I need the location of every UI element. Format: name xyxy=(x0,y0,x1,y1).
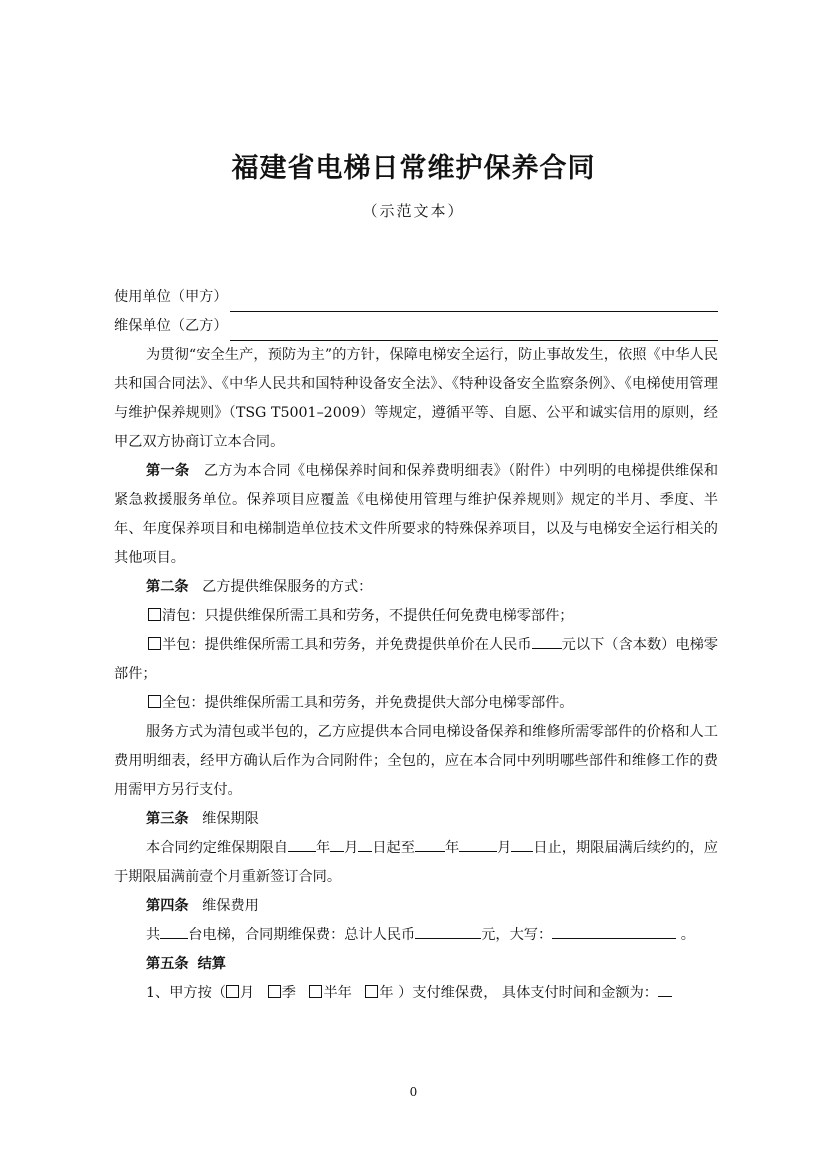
payment-month-label: 月 xyxy=(239,985,255,1001)
article-2-heading: 第二条 xyxy=(146,579,189,595)
article-4-heading: 第四条 xyxy=(146,898,189,914)
party-a-row xyxy=(114,283,718,312)
end-month-blank[interactable] xyxy=(459,837,497,852)
term-month-label: 月 xyxy=(344,840,359,856)
term-day-label: 日起至 xyxy=(372,840,415,856)
option-half xyxy=(114,631,718,689)
article-2-text: 乙方提供维保服务的方式： xyxy=(202,579,373,595)
party-b-row xyxy=(114,312,718,341)
article-4-text xyxy=(114,921,718,950)
payment-text-1: 1、甲方按（ xyxy=(146,985,226,1001)
checkbox-banbao[interactable] xyxy=(148,637,161,650)
term-month2-label: 月 xyxy=(497,840,512,856)
checkbox-quanbao[interactable] xyxy=(148,695,161,708)
start-day-blank[interactable] xyxy=(358,837,372,852)
term-year-label: 年 xyxy=(315,840,331,856)
checkbox-monthly[interactable] xyxy=(226,985,239,998)
article-1-text: 乙方为本合同《电梯保养时间和保养费明细表》（附件）中列明的电梯提供维保和紧急救援服务单位。保养项目应覆盖《电梯使用管理与维护保养规则》规定的半月、季度、半年、年度保养项目和电梯制造单位技术文件所要求的特殊保养项目，以及与电梯安全运行相关的其他项目。 xyxy=(114,463,719,566)
article-4-heading-row xyxy=(114,892,718,921)
checkbox-yearly[interactable] xyxy=(365,985,378,998)
unit-price-blank[interactable] xyxy=(532,634,562,649)
article-1-heading: 第一条 xyxy=(146,463,190,479)
contract-body xyxy=(114,283,718,1008)
fee-text-2: 台电梯，合同期维保费：总计人民币 xyxy=(188,927,416,943)
option-1-text: 清包：只提供维保所需工具和劳务，不提供任何免费电梯零部件； xyxy=(162,608,574,624)
term-text-end: 日止，期限届满后续约的，应于期限届满前壹个月重新签订合同。 xyxy=(114,840,718,885)
fee-uppercase-blank[interactable] xyxy=(552,924,676,939)
article-3-heading: 第三条 xyxy=(146,811,189,827)
article-2-note: 服务方式为清包或半包的，乙方应提供本合同电梯设备保养和维修所需零部件的价格和人工费用明细表，经甲方确认后作为合同附件；全包的，应在本合同中列明哪些部件和维修工作的费用需甲方另行支付。 xyxy=(114,724,718,798)
checkbox-half-year[interactable] xyxy=(309,985,322,998)
elevator-count-blank[interactable] xyxy=(160,924,188,939)
article-5-heading-row xyxy=(114,950,718,979)
party-a-label: 使用单位（甲方） xyxy=(114,289,228,305)
option-full xyxy=(114,689,718,718)
party-b-label: 维保单位（乙方） xyxy=(114,318,228,334)
checkbox-quarterly[interactable] xyxy=(268,985,281,998)
fee-amount-blank[interactable] xyxy=(415,924,481,939)
fee-text-1: 共 xyxy=(146,927,161,943)
start-year-blank[interactable] xyxy=(288,837,316,852)
end-day-blank[interactable] xyxy=(511,837,533,852)
term-text-1: 本合同约定维保期限自 xyxy=(146,840,288,856)
option-2-text-b: 元以下（含本数）电梯零部件； xyxy=(114,637,718,682)
article-2 xyxy=(114,573,718,602)
fee-text-3: 元，大写： xyxy=(481,927,553,943)
article-4-title: 维保费用 xyxy=(202,898,259,914)
party-a-blank[interactable] xyxy=(230,293,718,312)
option-2-text-a: 半包：提供维保所需工具和劳务，并免费提供单价在人民币 xyxy=(162,637,532,653)
document-title: 福建省电梯日常维护保养合同 xyxy=(231,153,596,184)
end-year-blank[interactable] xyxy=(415,837,445,852)
fee-text-4: 。 xyxy=(680,927,695,943)
option-full-clean xyxy=(114,602,718,631)
payment-half-label: 半年 xyxy=(323,985,352,1001)
payment-season-label: 季 xyxy=(281,985,296,1001)
article-3-heading-row xyxy=(114,805,718,834)
term-year2-label: 年 xyxy=(444,840,460,856)
article-5-title: 结算 xyxy=(197,956,226,972)
option-3-text: 全包：提供维保所需工具和劳务，并免费提供大部分电梯零部件。 xyxy=(162,695,574,711)
payment-detail-blank[interactable] xyxy=(658,982,672,997)
document-subtitle: （示范文本） xyxy=(362,202,465,220)
start-month-blank[interactable] xyxy=(330,837,344,852)
party-b-blank[interactable] xyxy=(230,322,718,341)
article-1 xyxy=(114,457,718,573)
article-5-heading: 第五条 xyxy=(146,956,189,972)
page-number: 0 xyxy=(409,1085,418,1099)
payment-year-label: 年 xyxy=(379,985,394,1001)
preamble-paragraph: 为贯彻“安全生产，预防为主”的方针，保障电梯安全运行，防止事故发生，依照《中华人民共和国合同法》、《中华人民共和国特种设备安全法》、《特种设备安全监察条例》、《电梯使用管理与维护保养规则》（TSG T5001–2009）等规定，遵循平等、自愿、公平和诚实信用的原则，经甲乙双方协商订立本合同。 xyxy=(114,347,718,450)
article-5-text xyxy=(114,979,718,1008)
payment-text-2: ）支付维保费， 具体支付时间和金额为： xyxy=(398,985,658,1001)
checkbox-qingbao[interactable] xyxy=(148,608,161,621)
article-3-title: 维保期限 xyxy=(202,811,259,827)
article-3-text xyxy=(114,834,718,892)
